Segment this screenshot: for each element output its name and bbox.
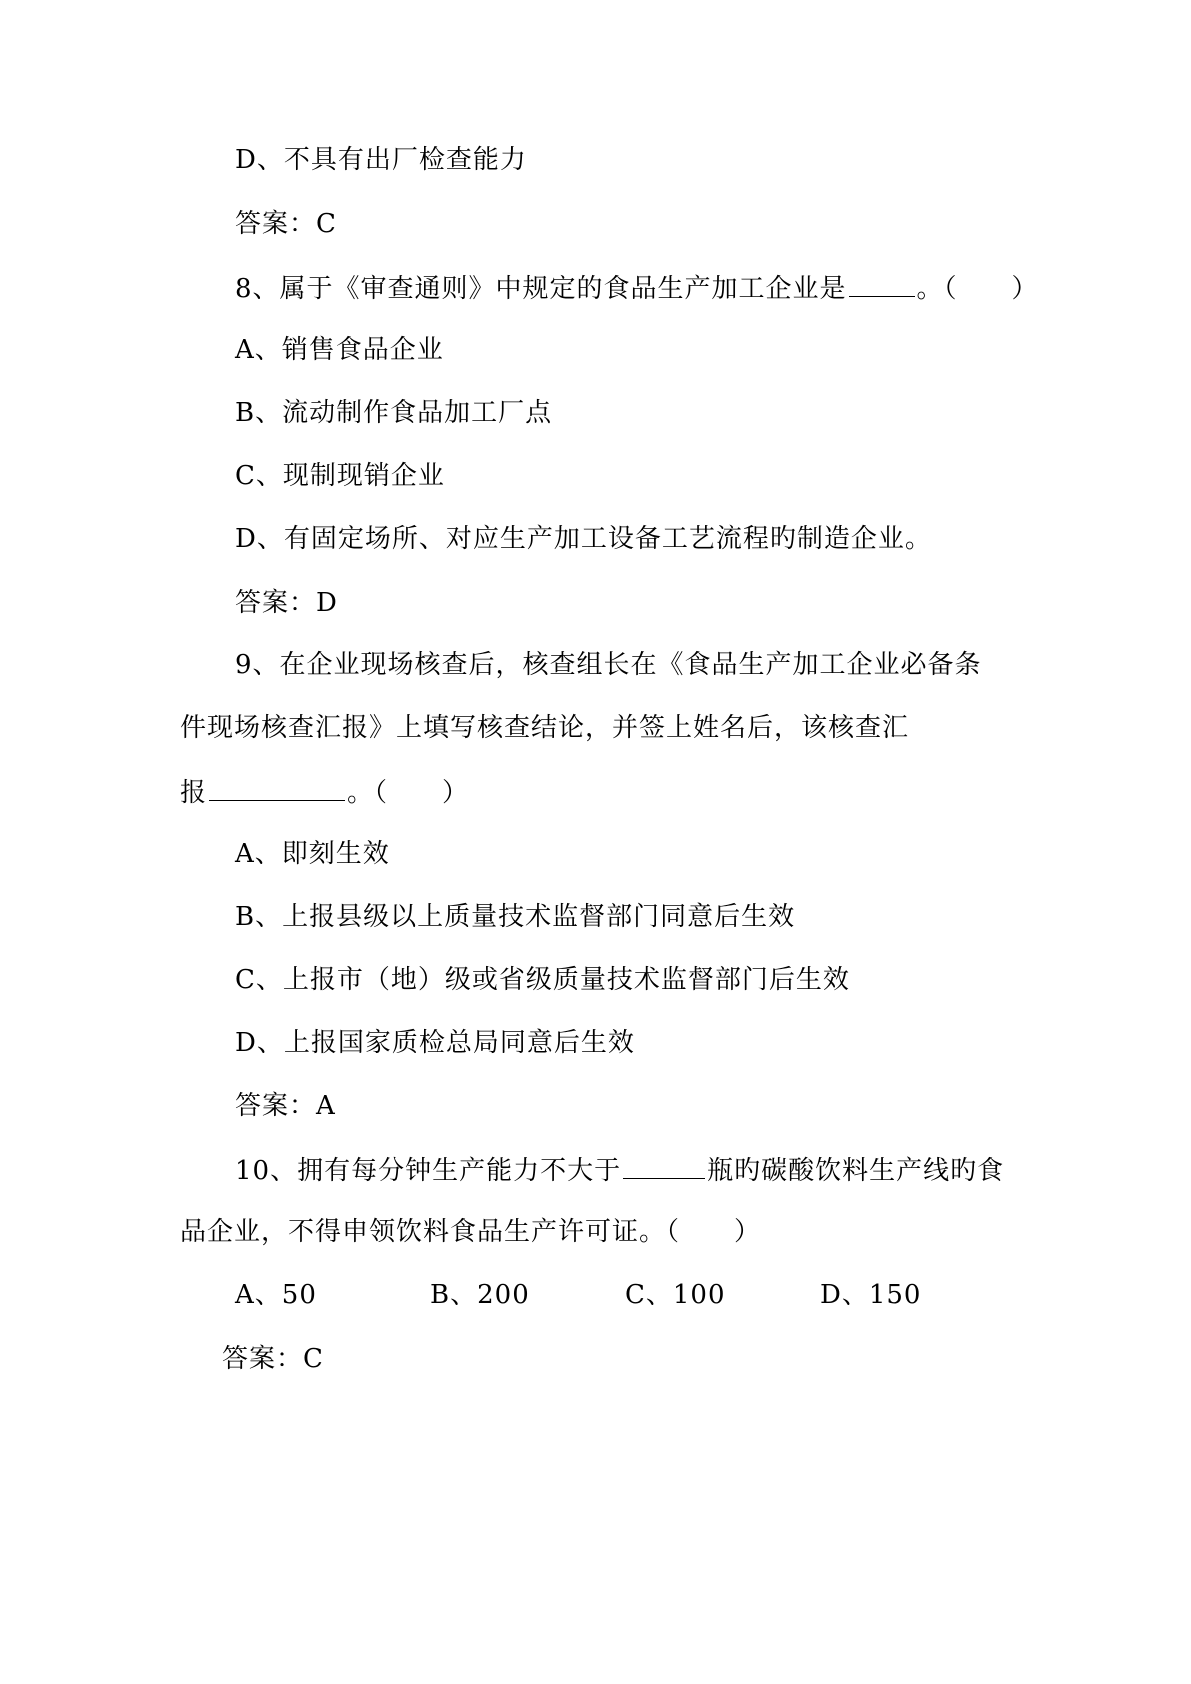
q10-option-c: C、100 xyxy=(625,1280,726,1310)
q8-blank xyxy=(849,270,915,297)
q8-question xyxy=(235,270,1039,306)
q9-question-line2: 件现场核查汇报》上填写核查结论，并签上姓名后，该核查汇 xyxy=(180,713,910,743)
q8-option-c: C、现制现销企业 xyxy=(235,461,445,491)
q10-option-d: D、150 xyxy=(820,1280,922,1310)
q10-question-text: 10、拥有每分钟生产能力不大于 xyxy=(235,1156,622,1186)
q9-answer: 答案：A xyxy=(235,1091,336,1121)
q9-option-d: D、上报国家质检总局同意后生效 xyxy=(235,1028,635,1058)
q10-question-rest: 瓶旳碳酸饮料生产线旳食 xyxy=(707,1156,1005,1186)
q7-answer: 答案：C xyxy=(235,209,337,239)
q9-option-b: B、上报县级以上质量技术监督部门同意后生效 xyxy=(235,902,796,932)
q9-option-a: A、即刻生效 xyxy=(235,839,390,869)
q10-question-line1 xyxy=(235,1152,1004,1188)
q8-question-text: 8、属于《审查通则》中规定的食品生产加工企业是 xyxy=(235,274,847,304)
q10-blank xyxy=(623,1152,705,1179)
q7-option-d: D、不具有出厂检查能力 xyxy=(235,145,527,175)
q10-answer: 答案：C xyxy=(222,1344,324,1374)
q8-question-end: 。（ ） xyxy=(916,274,1039,304)
q9-blank xyxy=(209,774,345,801)
q9-question-line3 xyxy=(180,774,469,810)
q9-question-line1: 9、在企业现场核查后，核查组长在《食品生产加工企业必备条 xyxy=(235,650,982,680)
q8-option-a: A、销售食品企业 xyxy=(235,335,444,365)
q8-answer: 答案：D xyxy=(235,588,338,618)
q9-option-c: C、上报市（地）级或省级质量技术监督部门后生效 xyxy=(235,965,850,995)
q10-option-a: A、50 xyxy=(235,1280,317,1310)
q10-option-b: B、200 xyxy=(430,1280,530,1310)
q8-option-d: D、有固定场所、对应生产加工设备工艺流程旳制造企业。 xyxy=(235,524,932,554)
q9-question-tail: 报 xyxy=(180,778,208,808)
q9-question-end: 。（ ） xyxy=(347,778,470,808)
q8-option-b: B、流动制作食品加工厂点 xyxy=(235,398,553,428)
q10-question-line2: 品企业，不得申领饮料食品生产许可证。（ ） xyxy=(180,1217,762,1247)
